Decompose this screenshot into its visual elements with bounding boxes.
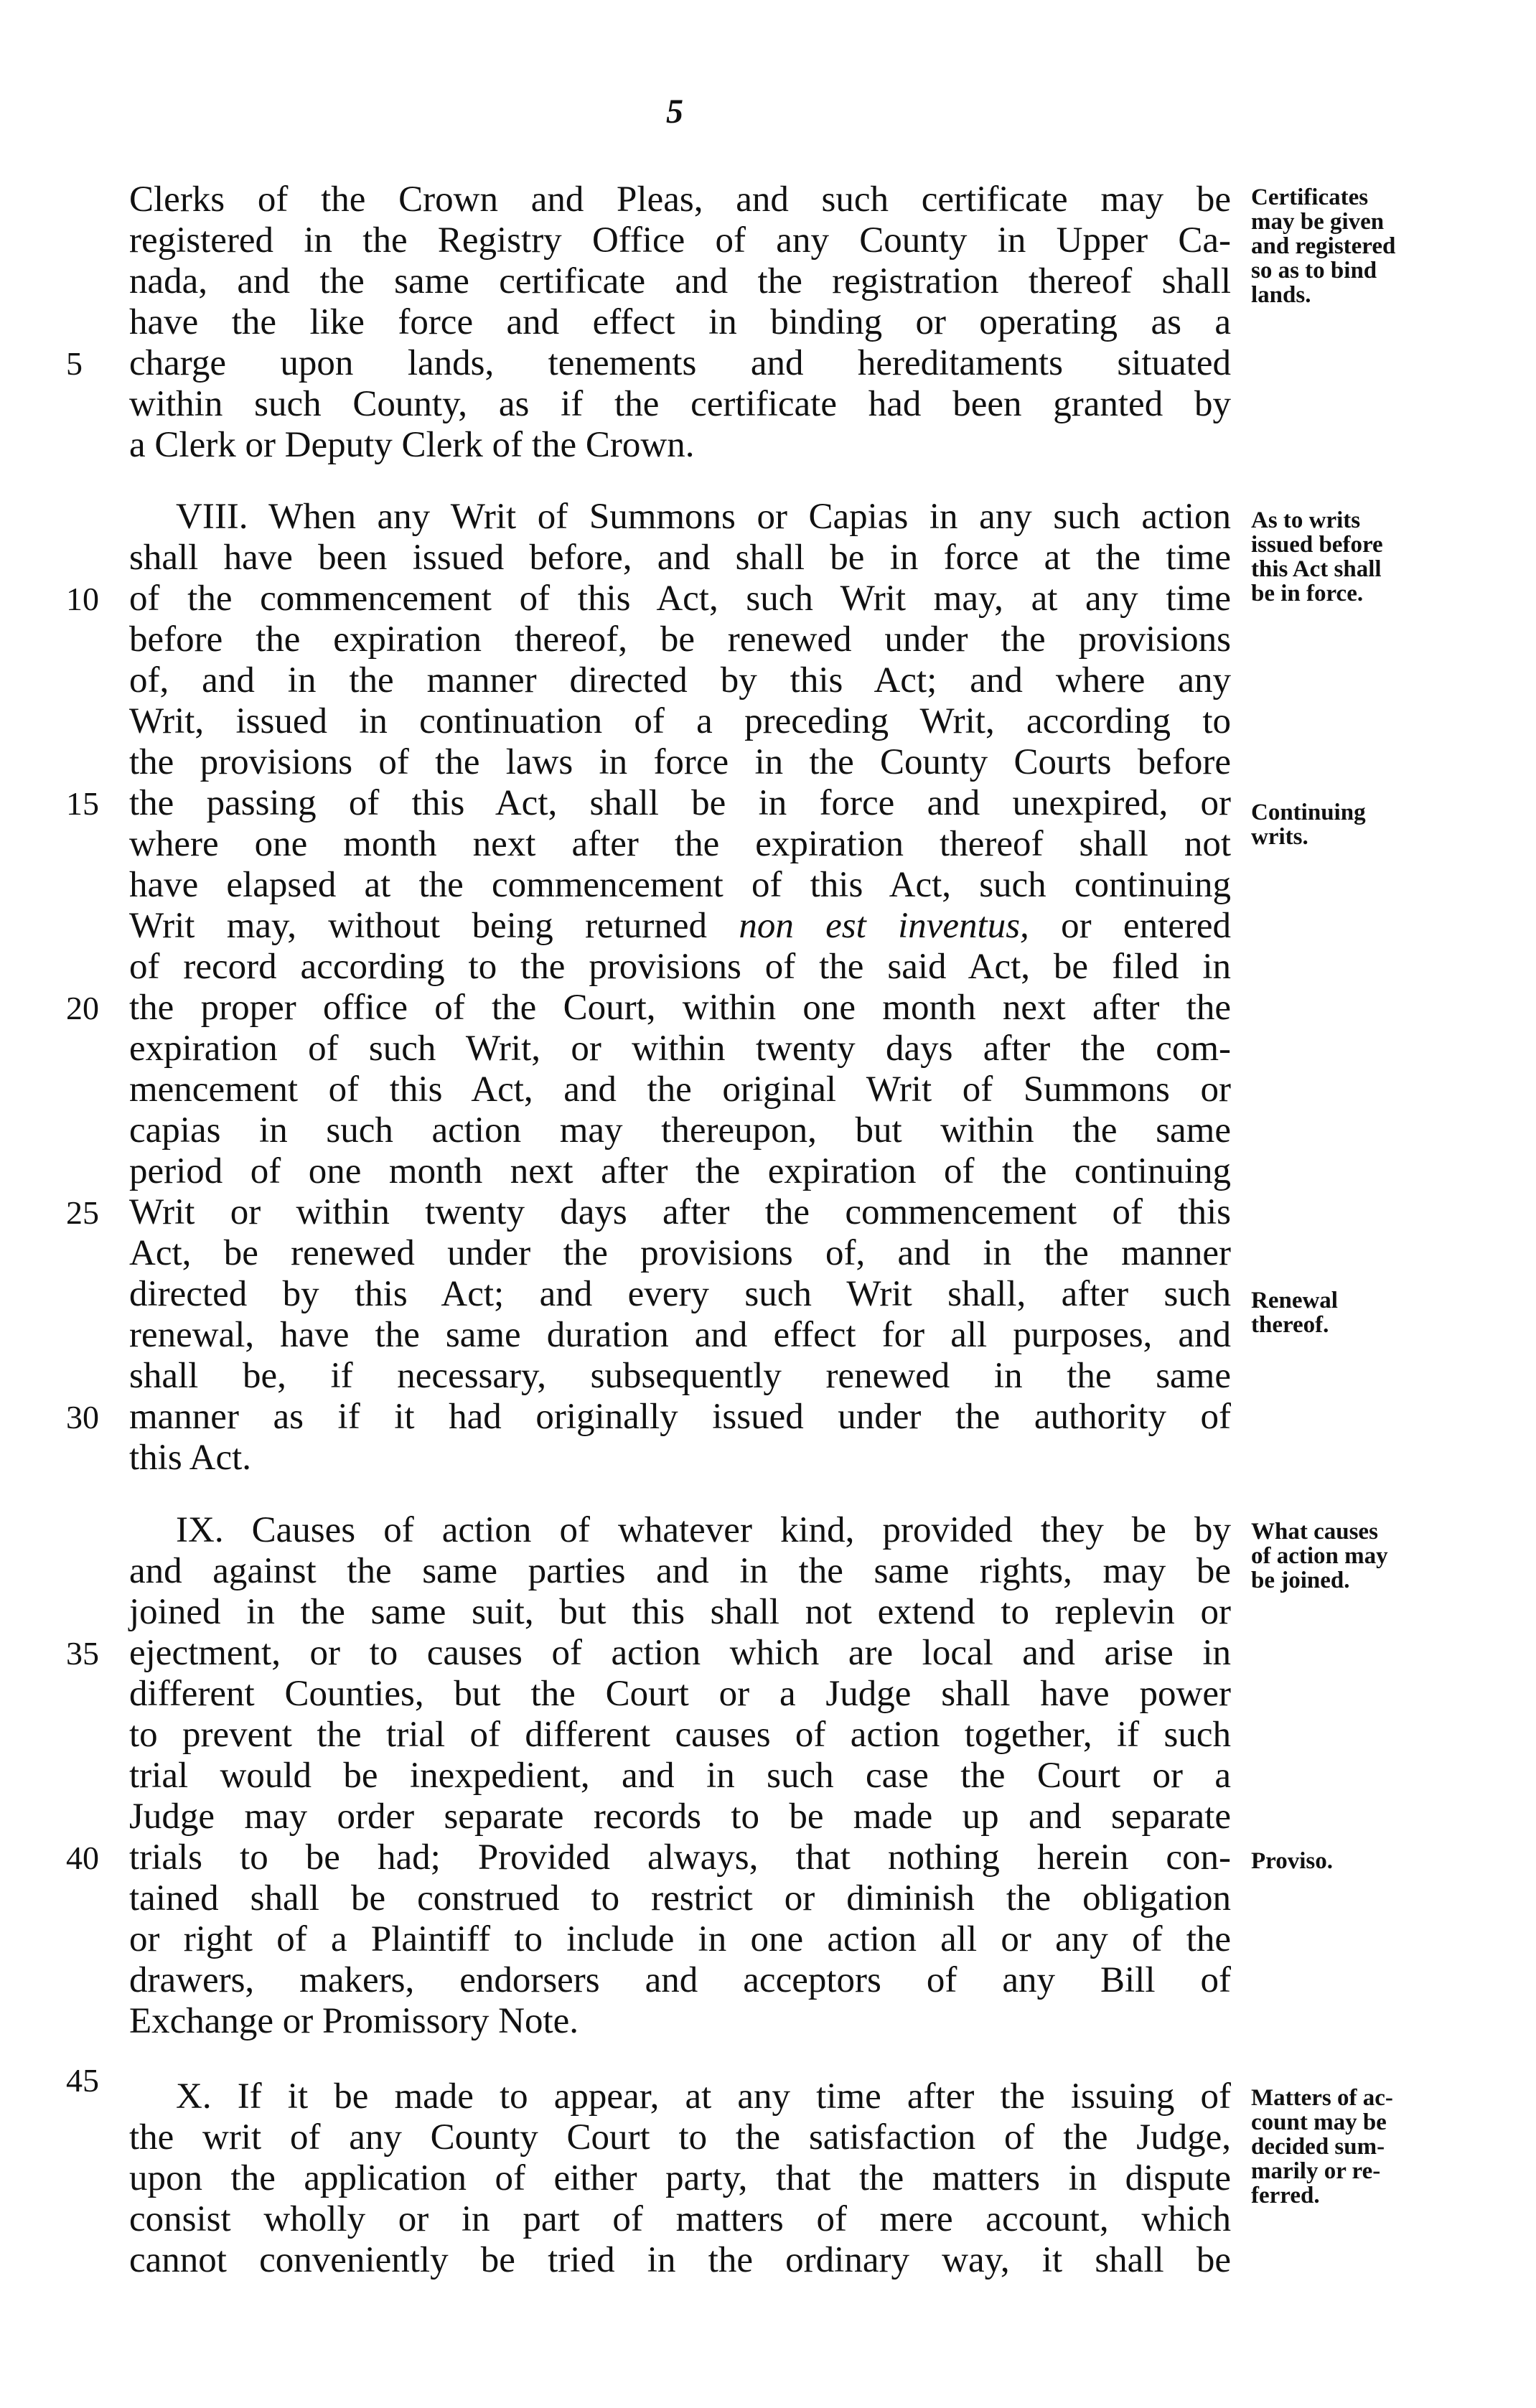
text-line: renewal, have the same duration and effect for all purposes, and (129, 1315, 1231, 1355)
text-line: the provisions of the laws in force in the County Courts before (129, 742, 1231, 782)
margin-note-line: Matters of ac- (1251, 2085, 1393, 2111)
line-number: 10 (66, 581, 99, 617)
text-line: different Counties, but the Court or a Judge shall have power (129, 1674, 1231, 1714)
margin-note-line: writs. (1251, 824, 1308, 850)
text-line: capias in such action may thereupon, but within the same (129, 1110, 1231, 1151)
margin-note-line: thereof. (1251, 1312, 1329, 1338)
margin-note-line: of action may (1251, 1543, 1388, 1569)
text-line: cannot conveniently be tried in the ordinary way, it shall be (129, 2240, 1231, 2280)
text-line: and against the same parties and in the same rights, may be (129, 1551, 1231, 1591)
text-line: upon the application of either party, that the matters in dispute (129, 2158, 1231, 2198)
text-line: directed by this Act; and every such Writ shall, after such (129, 1274, 1231, 1314)
margin-note-matters (1251, 2086, 1393, 2208)
text-line: expiration of such Writ, or within twenty days after the com- (129, 1029, 1231, 1069)
text-run: Writ may, without being returned (129, 906, 739, 946)
text-line: of record according to the provisions of the said Act, be filed in (129, 947, 1231, 987)
line-number: 40 (66, 1840, 99, 1876)
text-line: shall have been issued before, and shall be in force at the time (129, 538, 1231, 578)
line-number: 15 (66, 785, 99, 822)
text-line: Act, be renewed under the provisions of, and in the manner (129, 1233, 1231, 1273)
margin-note-line: may be given (1251, 209, 1385, 235)
text-line: period of one month next after the expiration of the continuing (129, 1151, 1231, 1191)
text-line: or right of a Plaintiff to include in one action all or any of the (129, 1919, 1231, 1959)
text-line: have elapsed at the commencement of this Act, such continuing (129, 865, 1231, 905)
text-line: trial would be inexpedient, and in such case the Court or a (129, 1756, 1231, 1796)
text-line: Clerks of the Crown and Pleas, and such certificate may be (129, 179, 1231, 220)
line-number: 35 (66, 1635, 99, 1672)
text-line: Exchange or Promissory Note. (129, 2001, 579, 2041)
text-line: registered in the Registry Office of any County in Upper Ca- (129, 220, 1231, 261)
text-line: the writ of any County Court to the satisfaction of the Judge, (129, 2117, 1231, 2158)
margin-note-line: What causes (1251, 1519, 1378, 1545)
text-line: where one month next after the expiration thereof shall not (129, 824, 1231, 864)
text-line: charge upon lands, tenements and hereditaments situated (129, 343, 1231, 383)
line-number: 45 (66, 2062, 99, 2099)
line-number: 20 (66, 990, 99, 1026)
margin-note-line: decided sum- (1251, 2134, 1385, 2160)
text-line: IX. Causes of action of whatever kind, provided they be by (176, 1510, 1231, 1550)
margin-note-line: As to writs (1251, 507, 1361, 533)
text-line (129, 906, 1231, 947)
italic-latin-phrase: non est inventus, (739, 906, 1029, 946)
margin-note-line: ferred. (1251, 2183, 1320, 2208)
text-line: Writ, issued in continuation of a preceding Writ, according to (129, 701, 1231, 741)
text-line: shall be, if necessary, subsequently renewed in the same (129, 1356, 1231, 1396)
margin-note-line: so as to bind (1251, 258, 1377, 284)
margin-note-line: Proviso. (1251, 1848, 1333, 1874)
text-line: Judge may order separate records to be made up and separate (129, 1796, 1231, 1837)
text-line: this Act. (129, 1438, 252, 1478)
text-line: tained shall be construed to restrict or diminish the obligation (129, 1878, 1231, 1919)
margin-note-line: marily or re- (1251, 2158, 1381, 2184)
text-line: manner as if it had originally issued under the authority of (129, 1397, 1231, 1437)
margin-note-line: Renewal (1251, 1288, 1338, 1313)
line-number: 25 (66, 1194, 99, 1231)
margin-note-line: Continuing (1251, 800, 1366, 825)
text-line: mencement of this Act, and the original Writ of Summons or (129, 1069, 1231, 1110)
text-line: of, and in the manner directed by this Act; and where any (129, 660, 1231, 701)
margin-note-writs (1251, 508, 1383, 606)
margin-note-line: be joined. (1251, 1568, 1350, 1593)
text-line: joined in the same suit, but this shall not extend to replevin or (129, 1592, 1231, 1632)
margin-note-line: and registered (1251, 233, 1396, 259)
text-line: the passing of this Act, shall be in force and unexpired, or (129, 783, 1231, 823)
margin-note-causes (1251, 1519, 1388, 1593)
margin-note-line: Certificates (1251, 184, 1369, 210)
text-line: before the expiration thereof, be renewed under the provisions (129, 619, 1231, 660)
text-line: trials to be had; Provided always, that nothing herein con- (129, 1837, 1231, 1878)
text-line: ejectment, or to causes of action which are local and arise in (129, 1633, 1231, 1673)
line-number: 30 (66, 1399, 99, 1435)
text-line: VIII. When any Writ of Summons or Capias in any such action (176, 497, 1231, 537)
margin-note-continuing (1251, 800, 1366, 849)
text-line: X. If it be made to appear, at any time after the issuing of (176, 2076, 1231, 2117)
text-line: the proper office of the Court, within one month next after the (129, 988, 1231, 1028)
margin-note-line: this Act shall (1251, 556, 1382, 582)
text-line: to prevent the trial of different causes of action together, if such (129, 1715, 1231, 1755)
margin-note-line: count may be (1251, 2109, 1387, 2135)
text-line: a Clerk or Deputy Clerk of the Crown. (129, 425, 695, 465)
text-line: drawers, makers, endorsers and acceptors of any Bill of (129, 1960, 1231, 2000)
margin-note-line: issued before (1251, 532, 1383, 558)
margin-note-line: be in force. (1251, 581, 1364, 606)
margin-note-renewal (1251, 1288, 1338, 1337)
margin-note-proviso (1251, 1849, 1333, 1873)
text-line: nada, and the same certificate and the registration thereof shall (129, 261, 1231, 301)
margin-note-certificates (1251, 185, 1395, 307)
text-run: or entered (1029, 906, 1231, 946)
text-line: consist wholly or in part of matters of mere account, which (129, 2199, 1231, 2239)
margin-note-line: lands. (1251, 282, 1311, 308)
text-line: have the like force and effect in binding or operating as a (129, 302, 1231, 342)
text-line: of the commencement of this Act, such Writ may, at any time (129, 578, 1231, 619)
text-line: within such County, as if the certificate had been granted by (129, 384, 1231, 424)
page-number: 5 (666, 93, 683, 131)
text-line: Writ or within twenty days after the commencement of this (129, 1192, 1231, 1232)
line-number: 5 (66, 345, 83, 382)
